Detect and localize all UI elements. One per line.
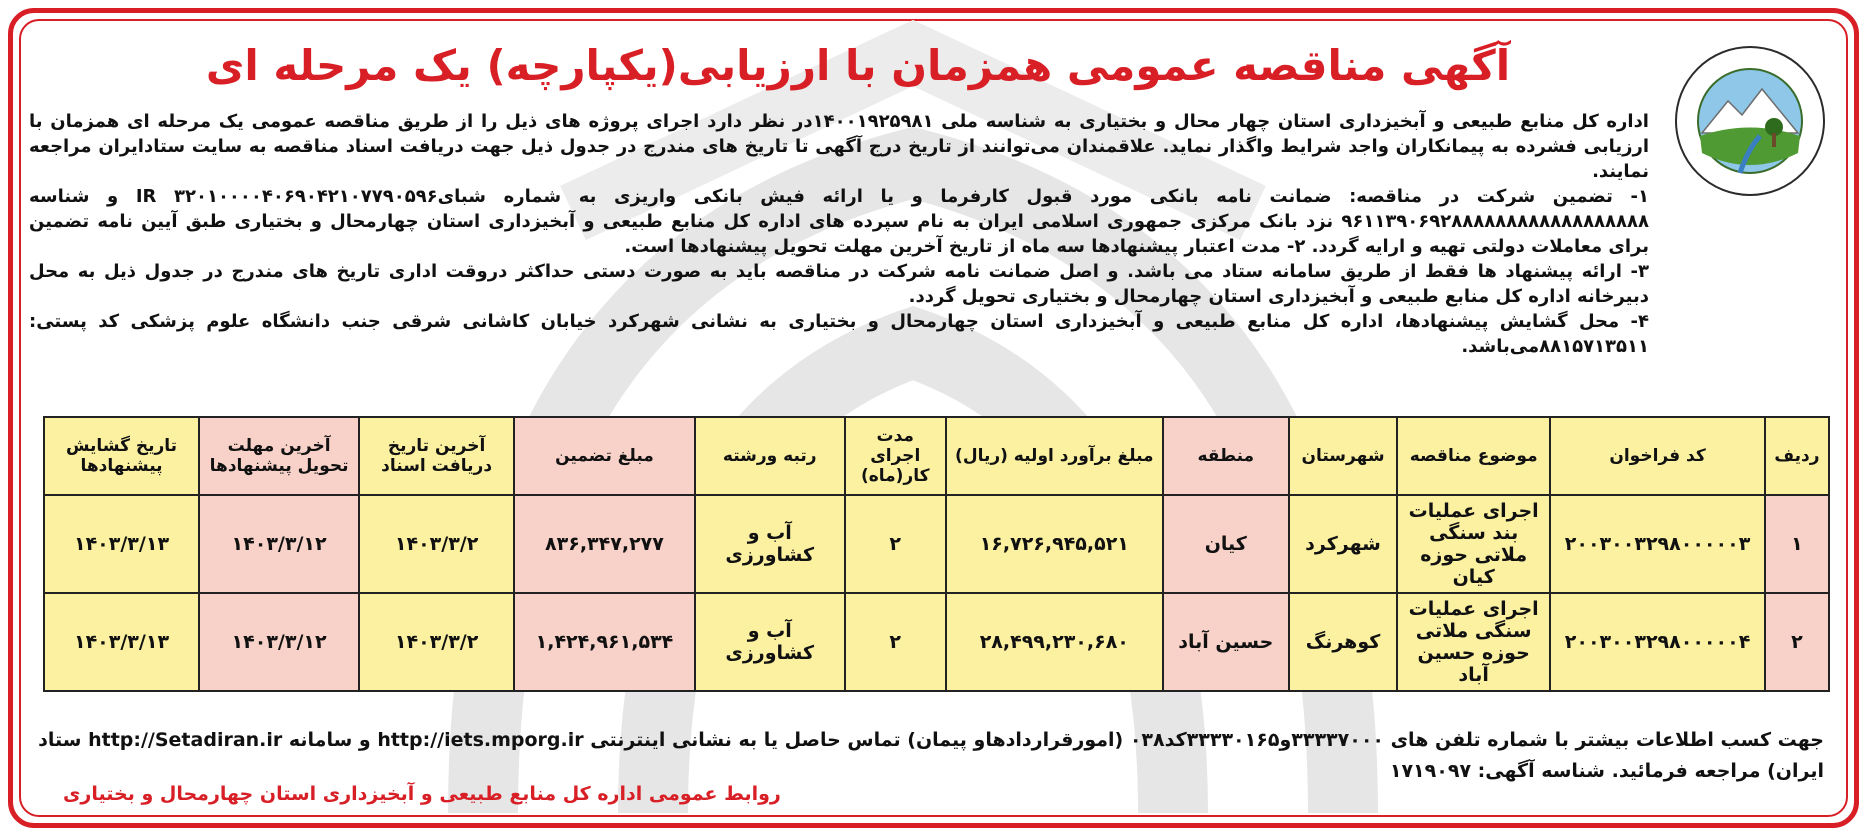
header-row-number: ردیف — [1765, 417, 1829, 495]
opening-paragraph: ۴- محل گشایش پیشنهادها، اداره کل منابع طبیعی و آبخیزداری استان چهارمحال و بختیاری به نشانی شهرکرد خیابان کاشانی شرقی جنب دانشگاه علوم پزشکی کد پستی: ۸۸۱۵۷۱۳۵۱۱می‌باشد. — [29, 311, 1649, 357]
header-city: شهرستان — [1289, 417, 1397, 495]
cell-doc-deadline: ۱۴۰۳/۳/۲ — [359, 495, 514, 593]
cell-submission-deadline: ۱۴۰۳/۳/۱۲ — [199, 495, 359, 593]
notice-frame — [8, 8, 1859, 828]
header-grade: رتبه ورشته — [695, 417, 845, 495]
cell-grade: آب و کشاورزی — [695, 593, 845, 691]
cell-guarantee: ۱,۴۲۴,۹۶۱,۵۳۴ — [514, 593, 695, 691]
page-title: آگهی مناقصه عمومی همزمان با ارزیابی(یکپارچه) یک مرحله ای — [205, 41, 1511, 90]
tender-table — [43, 416, 1830, 692]
header-duration: مدت اجرای کار(ماه) — [845, 417, 946, 495]
cell-estimate: ۱۶,۷۲۶,۹۴۵,۵۲۱ — [946, 495, 1163, 593]
guarantee-paragraph: ۱- تضمین شرکت در مناقصه: ضمانت نامه بانکی مورد قبول کارفرما و یا ارائه فیش بانکی واریزی به شماره شبای۳۲۰۱۰۰۰۰۴۰۶۹۰۴۲۱۰۷۷۹۰۵۹۶ IR و شناسه ۹۶۱۱۳۹۰۶۹۲۸۸۸۸۸۸۸۸۸۸۸۸۸۸۸۸۸۸ نزد بانک مرکزی جمهوری اسلامی ایران به نام سپرده های اداره کل منابع طبیعی و آبخیزداری استان چهارمحال و بختیاری طبق آیین نامه تضمین برای معاملات دولتی تهیه و ارایه گردد. ۲- مدت اعتبار پیشنهادها سه ماه از تاریخ آخرین مهلت تحویل پیشنهادها است. — [29, 186, 1649, 257]
cell-doc-deadline: ۱۴۰۳/۳/۲ — [359, 593, 514, 691]
cell-guarantee: ۸۳۶,۳۴۷,۲۷۷ — [514, 495, 695, 593]
public-relations-signature: روابط عمومی اداره کل منابع طبیعی و آبخیزداری استان چهارمحال و بختیاری — [63, 783, 781, 805]
table-header-row — [44, 417, 1829, 495]
contact-footer: جهت کسب اطلاعات بیشتر با شماره تلفن های ۳۳۳۳۷۰۰۰و۳۳۳۳۰۱۶۵کد۰۳۸ (امورقراردادهاو پیمان) تماس حاصل یا به نشانی اینترنتی http://iets.mporg.ir و سامانه http://Setadiran.ir ستاد ایران) مراجعه فرمائید. شناسه آگهی: ۱۷۱۹۰۹۷ — [38, 729, 1824, 782]
cell-city: کوهرنگ — [1289, 593, 1397, 691]
cell-estimate: ۲۸,۴۹۹,۲۳۰,۶۸۰ — [946, 593, 1163, 691]
table-row — [44, 495, 1829, 593]
cell-opening-date: ۱۴۰۳/۳/۱۳ — [44, 495, 199, 593]
intro-paragraph: اداره کل منابع طبیعی و آبخیزداری استان چهار محال و بختیاری به شناسه ملی ۱۴۰۰۱۹۲۵۹۸۱در نظر دارد اجرای پروژه های ذیل را از طریق مناقصه عمومی یک مرحله ای همزمان با ارزیابی فشرده به پیمانکاران واجد شرایط واگذار نماید. علاقمندان می‌توانند از تاریخ درج آگهی تا تاریخ های مندرج در جدول ذیل جهت دریافت اسناد مناقصه به سایت ستادایران مراجعه نمایند. — [29, 111, 1649, 182]
table-row — [44, 593, 1829, 691]
cell-submission-deadline: ۱۴۰۳/۳/۱۲ — [199, 593, 359, 691]
cell-call-code: ۲۰۰۳۰۰۳۲۹۸۰۰۰۰۰۴ — [1550, 593, 1765, 691]
cell-call-code: ۲۰۰۳۰۰۳۲۹۸۰۰۰۰۰۳ — [1550, 495, 1765, 593]
header-submission-deadline: آخرین مهلت تحویل پیشنهادها — [199, 417, 359, 495]
cell-city: شهرکرد — [1289, 495, 1397, 593]
notice-body — [29, 109, 1649, 359]
cell-region: کیان — [1163, 495, 1289, 593]
header-guarantee: مبلغ تضمین — [514, 417, 695, 495]
header-estimate: مبلغ برآورد اولیه (ریال) — [946, 417, 1163, 495]
cell-opening-date: ۱۴۰۳/۳/۱۳ — [44, 593, 199, 691]
header-doc-deadline: آخرین تاریخ دریافت اسناد — [359, 417, 514, 495]
organization-logo-icon — [1670, 41, 1830, 201]
cell-row-number: ۲ — [1765, 593, 1829, 691]
cell-row-number: ۱ — [1765, 495, 1829, 593]
cell-subject: اجرای عملیات سنگی ملاتی حوزه حسین آباد — [1397, 593, 1550, 691]
header-call-code: کد فراخوان — [1550, 417, 1765, 495]
cell-grade: آب و کشاورزی — [695, 495, 845, 593]
submission-paragraph: ۳- ارائه پیشنهاد ها فقط از طریق سامانه ستاد می باشد. و اصل ضمانت نامه شرکت در مناقصه باید به صورت دستی حداکثر دروقت اداری تاریخ های مندرج در جدول ذیل به محل دبیرخانه اداره کل منابع طبیعی و آبخیزداری استان چهارمحال و بختیاری تحویل گردد. — [29, 261, 1649, 307]
cell-duration: ۲ — [845, 495, 946, 593]
header-subject: موضوع مناقصه — [1397, 417, 1550, 495]
cell-duration: ۲ — [845, 593, 946, 691]
header-opening-date: تاریخ گشایش پیشنهادها — [44, 417, 199, 495]
cell-subject: اجرای عملیات بند سنگی ملاتی حوزه کیان — [1397, 495, 1550, 593]
cell-region: حسین آباد — [1163, 593, 1289, 691]
header-region: منطقه — [1163, 417, 1289, 495]
